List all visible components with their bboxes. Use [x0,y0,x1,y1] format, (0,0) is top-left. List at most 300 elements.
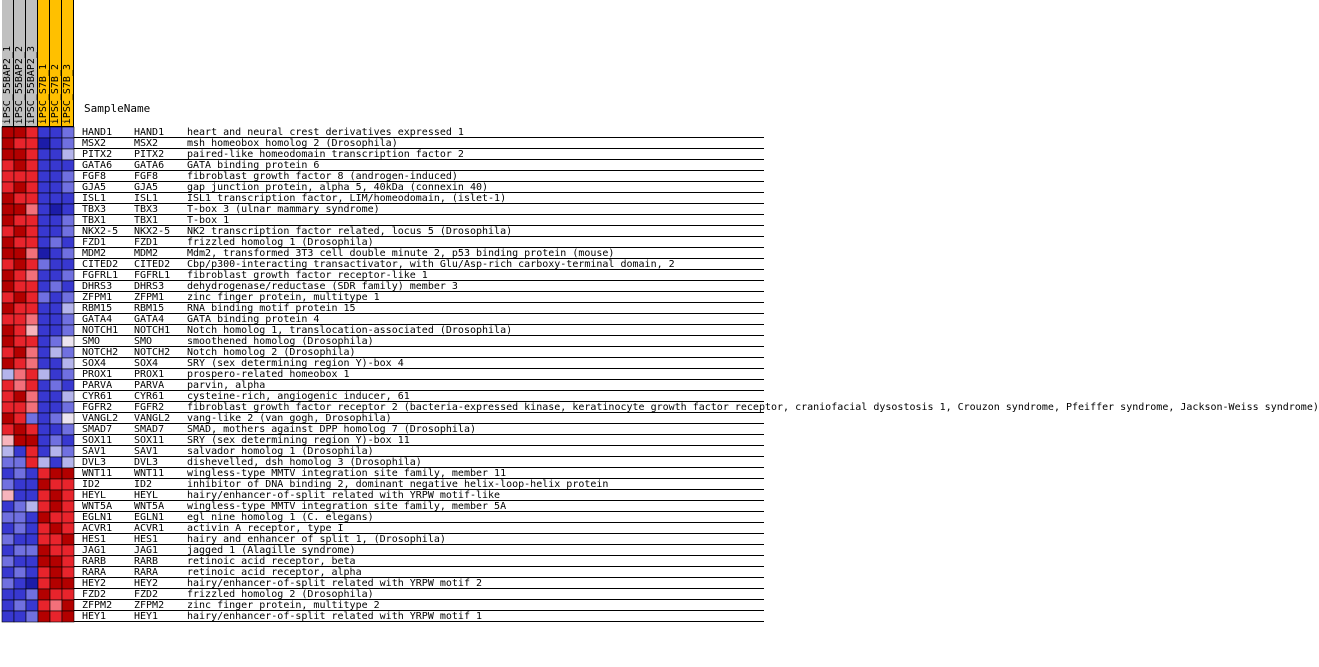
gene-description: RNA binding motif protein 15 [187,303,356,314]
heatmap-cell [62,402,74,413]
heatmap-cell [2,149,14,160]
heatmap-cell [62,303,74,314]
gene-probe: NOTCH1 [134,325,171,336]
heatmap-cell [26,578,38,589]
sample-label: iPSC_55BAP2_1 [2,45,13,124]
heatmap-cell [14,325,26,336]
sample-column-header [62,0,74,127]
heatmap-cell [14,347,26,358]
heatmap-cell [38,127,50,138]
heatmap-cell [2,160,14,171]
sample-column-header [38,0,50,127]
heatmap-cell [62,567,74,578]
heatmap-cell [26,534,38,545]
gene-symbol: ZFPM1 [82,292,113,303]
sample-column-header [2,0,14,127]
heatmap-cell [14,127,26,138]
gene-description: inhibitor of DNA binding 2, dominant negative helix-loop-helix protein [187,479,609,490]
gene-probe: HEYL [134,490,159,501]
sample-column-header [26,0,38,127]
heatmap-cell [50,402,62,413]
heatmap-cell [26,391,38,402]
heatmap-cell [38,391,50,402]
gene-row [74,237,764,248]
gene-probe: FZD2 [134,589,159,600]
heatmap-cell [50,501,62,512]
gene-probe: SOX11 [134,435,165,446]
heatmap-cell [62,468,74,479]
heatmap-cell [26,325,38,336]
heatmap-cell [62,248,74,259]
heatmap-cell [38,358,50,369]
gene-row [74,292,764,303]
heatmap-cell [26,380,38,391]
heatmap-cell [50,534,62,545]
heatmap-cell [14,193,26,204]
gene-symbol: SMAD7 [82,424,113,435]
gene-row [74,281,764,292]
sample-header [0,0,74,127]
gene-probe: GATA4 [134,314,165,325]
gene-row [74,468,764,479]
gene-probe: PITX2 [134,149,165,160]
heatmap-cell [38,226,50,237]
heatmap-cell [50,523,62,534]
heatmap-cell [38,545,50,556]
heatmap-cell [62,281,74,292]
heatmap-cell [50,127,62,138]
gene-row [74,413,764,424]
gene-symbol: CYR61 [82,391,113,402]
heatmap-cell [2,523,14,534]
heatmap-cell [50,413,62,424]
gene-row [74,336,764,347]
heatmap-cell [14,314,26,325]
heatmap-cell [2,347,14,358]
heatmap-cell [62,336,74,347]
gene-symbol: RARA [82,567,107,578]
gene-description: gap junction protein, alpha 5, 40kDa (connexin 40) [187,182,489,193]
heatmap-cell [2,512,14,523]
heatmap-cell [62,127,74,138]
gene-description: ISL1 transcription factor, LIM/homeodomain, (islet-1) [187,193,507,204]
heatmap-cell [62,457,74,468]
gene-symbol: TBX3 [82,204,107,215]
gene-symbol: HAND1 [82,127,113,138]
heatmap-cell [2,358,14,369]
gene-description: heart and neural crest derivatives expressed 1 [187,127,464,138]
heatmap-cell [38,314,50,325]
gene-symbol: FZD2 [82,589,107,600]
gene-probe: CYR61 [134,391,165,402]
heatmap-cell [26,435,38,446]
heatmap-cell [2,567,14,578]
heatmap-cell [38,347,50,358]
heatmap-cell [14,160,26,171]
gene-probe: FGF8 [134,171,159,182]
heatmap-cell [50,446,62,457]
heatmap-cell [38,182,50,193]
gene-description: hairy and enhancer of split 1, (Drosophila) [187,534,446,545]
heatmap-cell [14,215,26,226]
heatmap-cell [26,468,38,479]
heatmap-cell [50,259,62,270]
heatmap-cell [62,501,74,512]
heatmap-cell [50,314,62,325]
heatmap-cell [14,182,26,193]
gene-row [74,182,764,193]
sample-label: iPSC_55BAP2_2 [14,45,25,124]
heatmap-cell [2,435,14,446]
heatmap-cell [62,611,74,622]
gene-probe: GATA6 [134,160,165,171]
heatmap-cell [26,600,38,611]
heatmap-cell [38,237,50,248]
heatmap-cell [62,578,74,589]
heatmap-cell [14,468,26,479]
heatmap-cell [38,138,50,149]
gene-description: frizzled homolog 1 (Drosophila) [187,237,374,248]
heatmap-cell [62,325,74,336]
heatmap-cell [14,589,26,600]
gene-probe: DHRS3 [134,281,165,292]
heatmap-cell [38,171,50,182]
heatmap-cell [2,270,14,281]
gene-row [74,347,764,358]
heatmap-cell [2,237,14,248]
gene-row [74,589,764,600]
gene-probe: ZFPM1 [134,292,165,303]
heatmap-cell [2,127,14,138]
heatmap-cell [26,182,38,193]
heatmap-cell [62,171,74,182]
heatmap-cell [26,501,38,512]
gene-row [74,270,764,281]
heatmap-cell [26,369,38,380]
heatmap-cell [26,424,38,435]
sample-column-header [50,0,62,127]
gene-row [74,534,764,545]
gene-symbol: FGF8 [82,171,107,182]
gene-symbol: SAV1 [82,446,107,457]
gene-probe: WNT11 [134,468,165,479]
heatmap-cell [2,336,14,347]
gene-probe: RBM15 [134,303,165,314]
gene-description: hairy/enhancer-of-split related with YRPW motif 2 [187,578,483,589]
gene-row [74,490,764,501]
heatmap-cell [50,589,62,600]
gene-probe: HEY2 [134,578,159,589]
gene-description: SMAD, mothers against DPP homolog 7 (Drosophila) [187,424,476,435]
heatmap-cell [50,424,62,435]
heatmap-cell [2,545,14,556]
heatmap-cell [50,292,62,303]
heatmap-cell [38,556,50,567]
heatmap-cell [14,281,26,292]
gene-description: wingless-type MMTV integration site family, member 5A [187,501,507,512]
heatmap-cell [2,556,14,567]
gene-probe: PROX1 [134,369,165,380]
heatmap-cell [2,325,14,336]
samplename-label: SampleName [84,102,151,115]
heatmap-cell [26,336,38,347]
heatmap-cell [38,501,50,512]
heatmap-cell [14,611,26,622]
heatmap-cell [14,336,26,347]
gene-description: hairy/enhancer-of-split related with YRPW motif 1 [187,611,483,622]
heatmap-cell [50,391,62,402]
heatmap-cell [50,237,62,248]
gene-row [74,259,764,270]
gene-symbol: DVL3 [82,457,107,468]
sample-label: iPSC_55BAP2_3 [26,45,37,124]
gene-probe: GJA5 [134,182,159,193]
gene-probe: NKX2-5 [134,226,171,237]
heatmap-cell [38,281,50,292]
heatmap-cell [14,380,26,391]
heatmap-cell [26,248,38,259]
gene-row [74,193,764,204]
heatmap-cell [26,545,38,556]
heatmap-cell [62,314,74,325]
heatmap-cell [38,457,50,468]
gene-description: GATA binding protein 6 [187,160,320,171]
gene-row [74,171,764,182]
heatmap-cell [50,611,62,622]
heatmap-cell [26,226,38,237]
heatmap-cell [26,281,38,292]
gene-row [74,435,764,446]
gene-description: retinoic acid receptor, beta [187,556,356,567]
gene-row [74,600,764,611]
heatmap-cell [26,457,38,468]
heatmap-cell [14,391,26,402]
gene-description: zinc finger protein, multitype 1 [187,292,380,303]
heatmap-cell [2,479,14,490]
heatmap-cell [14,369,26,380]
heatmap-cell [38,259,50,270]
gene-probe: FGFR2 [134,402,165,413]
heatmap-cell [50,281,62,292]
heatmap-cell [14,358,26,369]
heatmap-cell [26,160,38,171]
gene-description: activin A receptor, type I [187,523,344,534]
heatmap-cell [14,512,26,523]
gene-description: cysteine-rich, angiogenic inducer, 61 [187,391,410,402]
gene-row [74,424,764,435]
heatmap-cell [26,303,38,314]
gene-description: jagged 1 (Alagille syndrome) [187,545,356,556]
heatmap-cell [62,600,74,611]
heatmap-cell [2,611,14,622]
heatmap-cell [62,237,74,248]
heatmap-cell [38,523,50,534]
heatmap-cell [38,578,50,589]
heatmap-cell [38,534,50,545]
heatmap-cell [14,545,26,556]
gene-row [74,556,764,567]
gene-symbol: HEY2 [82,578,107,589]
gene-probe: HAND1 [134,127,165,138]
gene-symbol: CITED2 [82,259,119,270]
heatmap-cell [14,259,26,270]
heatmap-cell [50,325,62,336]
heatmap-cell [50,171,62,182]
heatmap-cell [62,424,74,435]
gene-symbol: GATA6 [82,160,113,171]
heatmap-cell [14,237,26,248]
heatmap-cell [38,303,50,314]
gene-row [74,314,764,325]
heatmap-cell [2,534,14,545]
gene-symbol: MSX2 [82,138,107,149]
gene-probe: RARB [134,556,159,567]
heatmap-cell [50,204,62,215]
gene-description: SRY (sex determining region Y)-box 11 [187,435,410,446]
heatmap-cell [62,226,74,237]
heatmap-cell [38,160,50,171]
gene-symbol: VANGL2 [82,413,119,424]
gene-probe: NOTCH2 [134,347,171,358]
heatmap-cell [62,358,74,369]
heatmap-cell [2,490,14,501]
heatmap-cell [62,479,74,490]
gene-symbol: PROX1 [82,369,113,380]
gene-probe: SOX4 [134,358,159,369]
heatmap-cell [50,512,62,523]
heatmap-cell [62,270,74,281]
gene-description: T-box 1 [187,215,230,226]
heatmap-cell [50,479,62,490]
heatmap-cell [50,149,62,160]
heatmap-cell [2,391,14,402]
gene-symbol: PARVA [82,380,113,391]
gene-symbol: FZD1 [82,237,107,248]
heatmap-cell [62,160,74,171]
heatmap-cell [14,490,26,501]
heatmap-cell [14,446,26,457]
heatmap-cell [62,347,74,358]
heatmap-cell [62,413,74,424]
heatmap-cell [2,314,14,325]
heatmap-cell [2,259,14,270]
sample-label: iPSC_S7B_1 [38,63,49,124]
gene-description: dehydrogenase/reductase (SDR family) member 3 [187,281,458,292]
heatmap-cell [38,468,50,479]
heatmap-cell [14,534,26,545]
heatmap-cell [14,171,26,182]
gene-description: msh homeobox homolog 2 (Drosophila) [187,138,398,149]
gene-description: vang-like 2 (van gogh, Drosophila) [187,413,392,424]
heatmap-cell [62,149,74,160]
heatmap-cell [14,457,26,468]
gene-symbol: EGLN1 [82,512,113,523]
gene-symbol: HEY1 [82,611,107,622]
heatmap-cell [62,556,74,567]
heatmap-cell [26,567,38,578]
heatmap-cell [26,193,38,204]
gene-row [74,501,764,512]
heatmap-cell [50,193,62,204]
gene-symbol: SOX4 [82,358,107,369]
heatmap-cell [14,138,26,149]
heatmap-cell [50,457,62,468]
heatmap-cell [26,479,38,490]
gene-description: dishevelled, dsh homolog 3 (Drosophila) [187,457,422,468]
gene-symbol: PITX2 [82,149,113,160]
heatmap-cell [14,501,26,512]
gene-symbol: HES1 [82,534,107,545]
sample-label: iPSC_S7B_2 [50,63,61,124]
heatmap-cell [14,303,26,314]
gene-probe: SAV1 [134,446,159,457]
heatmap-cell [38,402,50,413]
heatmap-cell [2,468,14,479]
heatmap-cell [2,369,14,380]
heatmap-cell [50,468,62,479]
heatmap-cell [62,391,74,402]
heatmap-cell [2,402,14,413]
gene-row [74,545,764,556]
heatmap-cell [26,512,38,523]
gene-description: retinoic acid receptor, alpha [187,567,362,578]
heatmap-cell [26,138,38,149]
heatmap-cell [38,292,50,303]
heatmap-cell [2,182,14,193]
heatmap-cell [38,369,50,380]
heatmap-cell [50,303,62,314]
heatmap-cell [14,435,26,446]
gene-probe: EGLN1 [134,512,165,523]
heatmap-cell [50,160,62,171]
heatmap-cell [38,204,50,215]
gene-row [74,611,764,622]
gene-row [74,402,1319,413]
heatmap-cell [2,413,14,424]
gene-probe: HEY1 [134,611,159,622]
heatmap-cell [14,149,26,160]
heatmap-cell [50,435,62,446]
gene-description: fibroblast growth factor 8 (androgen-induced) [187,171,458,182]
heatmap-cell [26,270,38,281]
heatmap-cell [26,215,38,226]
gene-description: wingless-type MMTV integration site family, member 11 [187,468,507,479]
gene-probe: FZD1 [134,237,159,248]
gene-description: Notch homolog 2 (Drosophila) [187,347,356,358]
heatmap-cell [2,193,14,204]
gene-symbol: JAG1 [82,545,107,556]
heatmap-cell [62,369,74,380]
heatmap-cell [14,578,26,589]
heatmap-cell [26,204,38,215]
heatmap-cell [62,259,74,270]
heatmap-cell [14,413,26,424]
heatmap-cell [26,358,38,369]
sample-column-header [14,0,26,127]
heatmap-cell [50,380,62,391]
heatmap-cell [50,545,62,556]
heatmap-cell [26,347,38,358]
heatmap-cell [26,237,38,248]
heatmap-cell [14,567,26,578]
gene-probe: TBX1 [134,215,159,226]
heatmap-cell [38,589,50,600]
heatmap-cell [62,534,74,545]
heatmap-cell [38,413,50,424]
gene-probe: PARVA [134,380,165,391]
gene-description: prospero-related homeobox 1 [187,369,350,380]
heatmap-cell [50,138,62,149]
